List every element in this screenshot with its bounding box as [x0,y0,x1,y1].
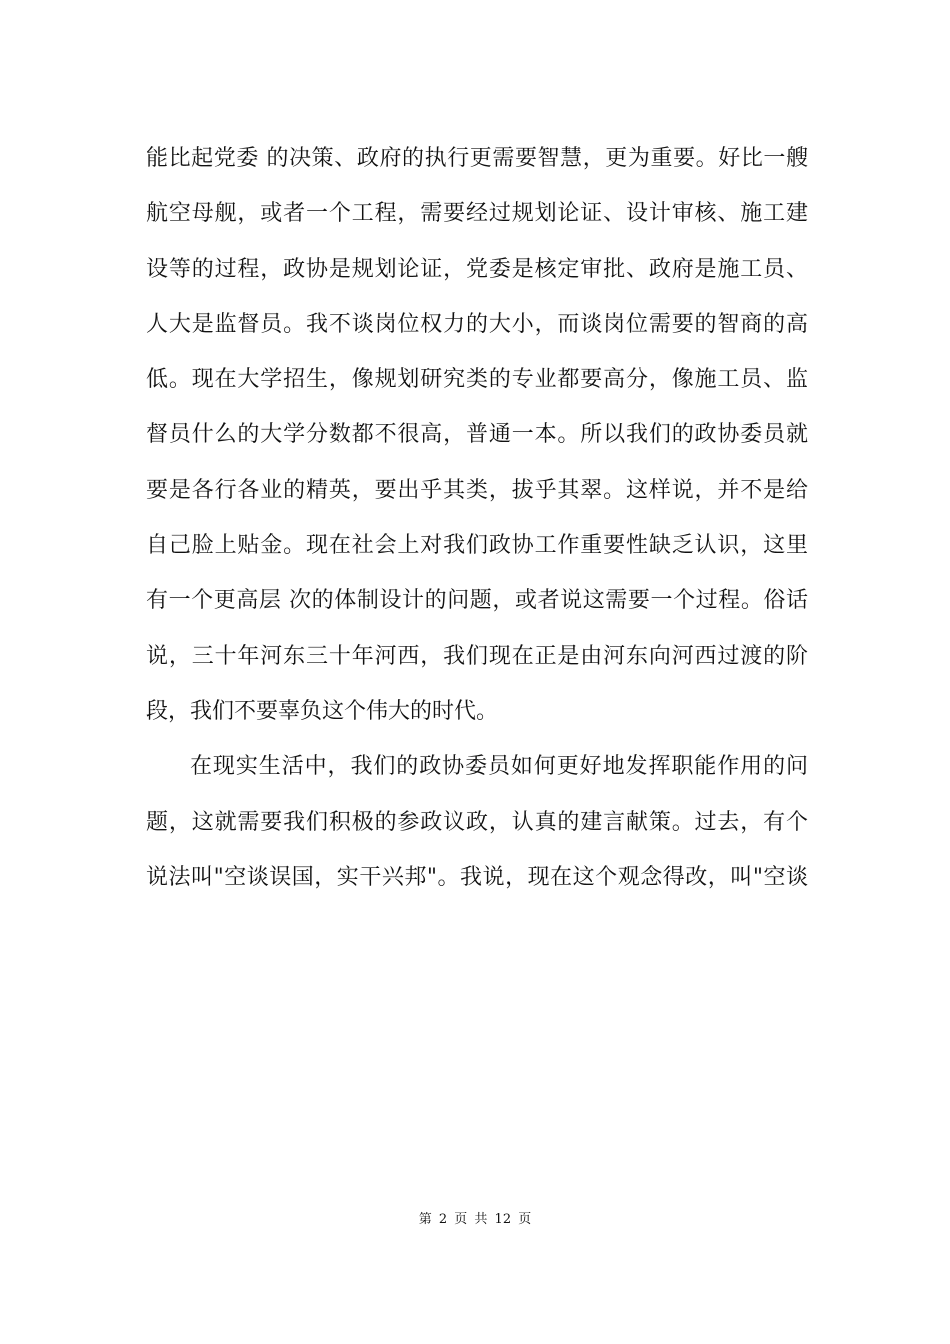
text-line: 低。现在大学招生，像规划研究类的专业都要高分，像施工员、监 [146,367,808,393]
page-number-footer: 第 2 页 共 12 页 [418,1212,532,1227]
document-body [146,131,808,905]
text-line: 航空母舰，或者一个工程，需要经过规划论证、设计审核、施工建 [146,201,808,227]
text-line: 能比起党委 的决策、政府的执行更需要智慧，更为重要。好比一艘 [146,146,808,171]
text-line: 督员什么的大学分数都不很高，普通一本。所以我们的政协委员就 [146,422,808,448]
text-line: 设等的过程，政协是规划论证，党委是核定审批、政府是施工员、 [146,256,808,282]
text-line: 在现实生活中，我们的政协委员如何更好地发挥职能作用的问 [190,754,808,780]
text-line: 题，这就需要我们积极的参政议政，认真的建言献策。过去，有个 [146,809,808,835]
text-line: 要是各行各业的精英，要出乎其类，拔乎其翠。这样说，并不是给 [146,477,808,503]
text-line: 人大是监督员。我不谈岗位权力的大小，而谈岗位需要的智商的高 [146,311,808,337]
text-line: 有一个更高层 次的体制设计的问题，或者说这需要一个过程。俗话 [146,588,808,614]
text-line: 说，三十年河东三十年河西，我们现在正是由河东向河西过渡的阶 [146,643,808,669]
text-line: 自己脸上贴金。现在社会上对我们政协工作重要性缺乏认识，这里 [146,533,808,559]
text-line: 说法叫"空谈误国，实干兴邦"。我说，现在这个观念得改，叫"空谈 [146,864,808,890]
text-line: 段，我们不要辜负这个伟大的时代。 [146,698,499,724]
